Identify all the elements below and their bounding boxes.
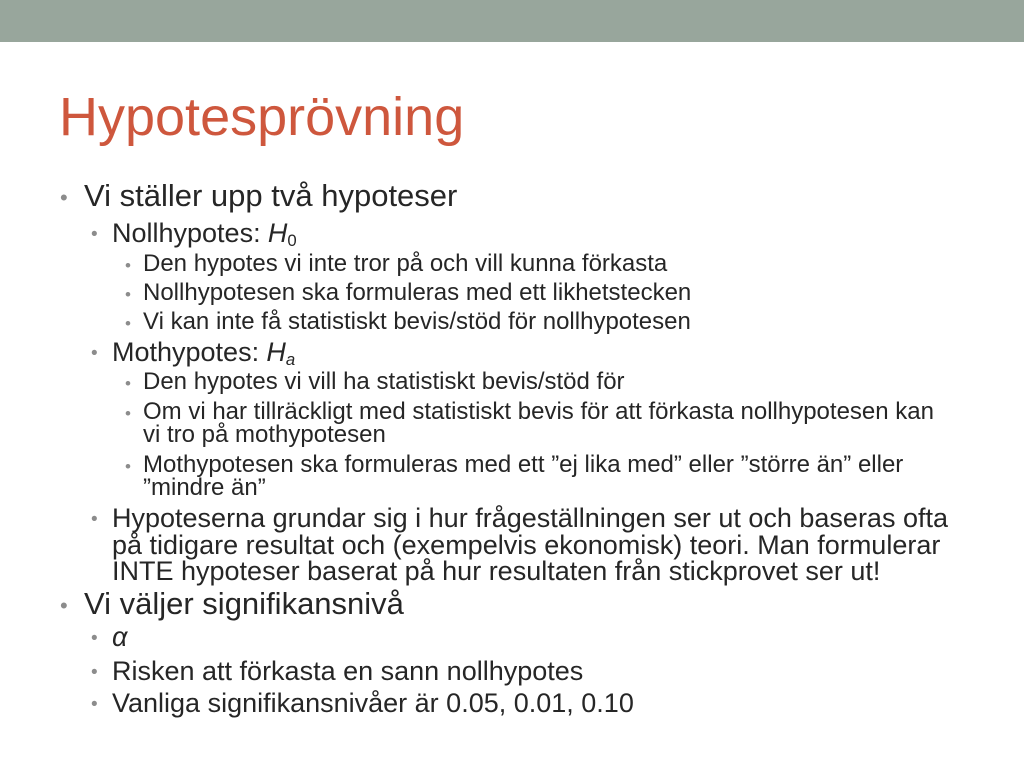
bullet-marker: • xyxy=(125,285,131,304)
bullet-text xyxy=(143,281,691,304)
top-bar xyxy=(0,0,1024,42)
bullet-marker: • xyxy=(125,374,131,393)
bullet-marker: • xyxy=(125,314,131,333)
bullet-marker: • xyxy=(91,224,98,245)
bullet-marker: • xyxy=(125,404,131,423)
bullet-text xyxy=(143,400,934,446)
bullet-text-line: Vanliga signifikansnivåer är 0.05, 0.01, 0.10 xyxy=(112,688,634,718)
bullet-text-line: vi tro på mothypotesen xyxy=(143,421,386,448)
bullet-text-line: Den hypotes vi vill ha statistiskt bevis/stöd för xyxy=(143,368,625,395)
nollhypotes-label: Nollhypotes: xyxy=(112,218,261,248)
bullet-text xyxy=(112,690,634,717)
bullet-marker: • xyxy=(91,343,98,364)
bullet-text-line: Vi kan inte få statistiskt bevis/stöd för nollhypotesen xyxy=(143,308,691,335)
ha-symbol: H xyxy=(266,337,286,367)
slide-title: Hypotesprövning xyxy=(59,87,465,147)
bullet-text xyxy=(112,658,583,685)
h0-subscript: 0 xyxy=(287,231,297,251)
bullet-text-line: Risken att förkasta en sann nollhypotes xyxy=(112,656,584,686)
alpha-symbol: α xyxy=(112,622,128,652)
bullet-marker: • xyxy=(91,662,98,683)
bullet-text xyxy=(143,370,625,393)
bullet-text xyxy=(112,218,297,251)
bullet-text xyxy=(112,505,948,585)
bullet-text xyxy=(143,453,903,499)
bullet-marker: • xyxy=(125,256,131,275)
bullet-marker: • xyxy=(91,694,98,715)
bullet-text-line: Den hypotes vi inte tror på och vill kunna förkasta xyxy=(143,250,668,277)
bullet-text-line: INTE hypoteser baserat på hur resultaten från stickprovet ser ut! xyxy=(112,556,881,586)
bullet-text xyxy=(112,624,127,651)
bullet-text-line: Vi väljer signifikansnivå xyxy=(84,586,404,621)
bullet-text xyxy=(143,310,691,333)
bullet-marker: • xyxy=(125,457,131,476)
bullet-text-line: på tidigare resultat och (exempelvis ekonomisk) teori. Man formulerar xyxy=(112,529,941,560)
h0-symbol: H xyxy=(267,218,288,248)
bullet-text-line xyxy=(112,218,297,251)
ha-subscript: a xyxy=(285,350,296,370)
bullet-text xyxy=(84,586,404,622)
bullet-marker: • xyxy=(91,509,98,530)
bullet-marker: • xyxy=(91,628,98,649)
bullet-text-line xyxy=(112,624,127,651)
bullet-text xyxy=(112,337,296,370)
bullet-text-line: Vi ställer upp två hypoteser xyxy=(84,178,458,213)
bullet-text-line: Mothypotesen ska formuleras med ett ”ej lika med” eller ”större än” eller xyxy=(143,451,904,478)
bullet-text xyxy=(143,252,667,275)
bullet-text-line: Nollhypotesen ska formuleras med ett likhetstecken xyxy=(143,279,692,306)
bullet-text xyxy=(84,178,457,214)
bullet-text-line xyxy=(112,337,296,370)
bullet-marker: • xyxy=(60,593,68,618)
bullet-marker: • xyxy=(60,185,68,210)
bullet-text-line: Hypoteserna grundar sig i hur frågeställningen ser ut och baseras ofta xyxy=(112,503,948,533)
mothypotes-label: Mothypotes: xyxy=(112,337,260,367)
bullet-text-line: Om vi har tillräckligt med statistiskt bevis för att förkasta nollhypotesen kan xyxy=(143,398,934,425)
bullet-text-line: ”mindre än” xyxy=(143,474,266,501)
